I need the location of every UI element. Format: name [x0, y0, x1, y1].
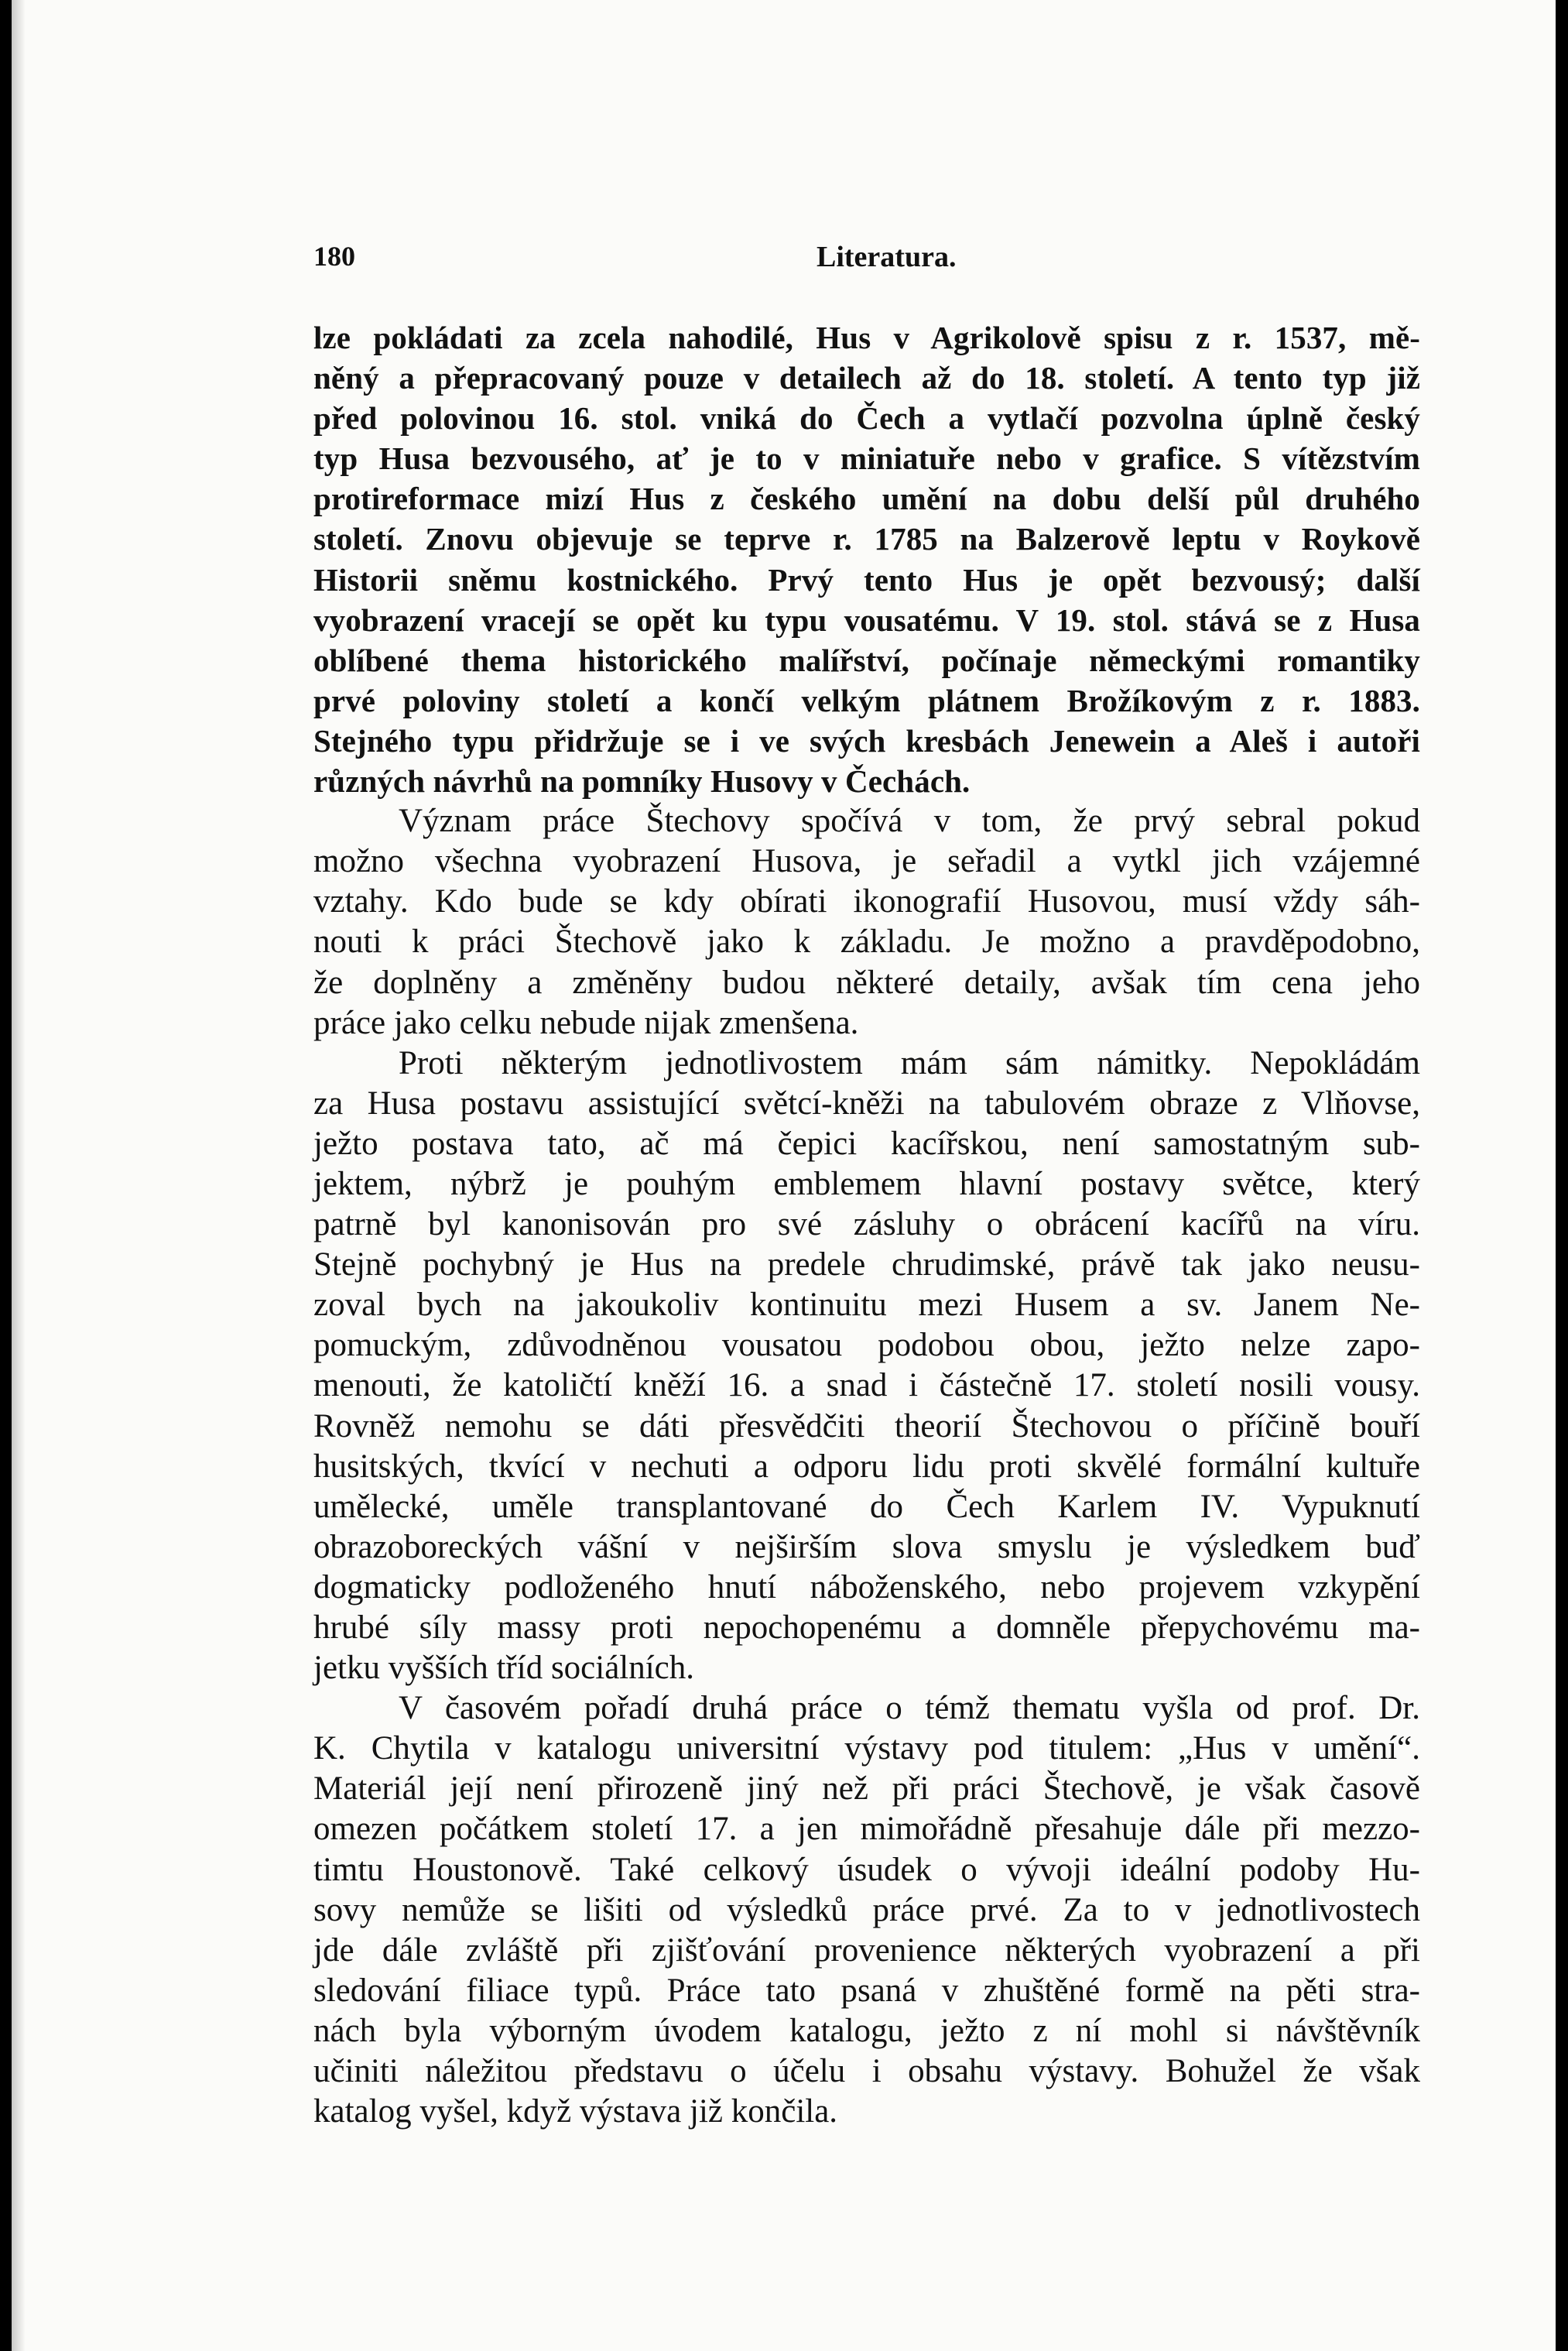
text-line: oblíbené thema historického malířství, počínaje německými romantiky: [313, 642, 1420, 678]
text-line: hrubé síly massy proti nepochopenému a domněle přepychovému ma-: [313, 1609, 1420, 1646]
running-title: Literatura.: [817, 241, 957, 273]
text-line: lze pokládati za zcela nahodilé, Hus v Agrikolově spisu z r. 1537, mě-: [313, 320, 1420, 355]
text-line: obrazoboreckých vášní v nejširším slova smyslu je výsledkem buď: [313, 1528, 1420, 1565]
text-line: nách byla výborným úvodem katalogu, ježto z ní mohl si návštěvník: [313, 2012, 1420, 2049]
text-line: umělecké, uměle transplantované do Čech Karlem IV. Vypuknutí: [313, 1488, 1420, 1525]
text-line: ježto postava tato, ač má čepici kacířskou, není samostatným sub-: [313, 1125, 1420, 1162]
text-line: vyobrazení vracejí se opět ku typu vousatému. V 19. stol. stává se z Husa: [313, 601, 1420, 638]
text-line: že doplněny a změněny budou některé detaily, avšak tím cena jeho: [313, 964, 1420, 1001]
text-line: učiniti náležitou představu o účelu i obsahu výstavy. Bohužel že však: [313, 2053, 1420, 2090]
text-line: patrně byl kanonisován pro své zásluhy o obrácení kacířů na víru.: [313, 1206, 1420, 1243]
text-line: protireformace mizí Hus z českého umění na dobu delší půl druhého: [313, 481, 1420, 517]
text-line: Význam práce Štechovy spočívá v tom, že prvý sebral pokud: [399, 803, 1420, 840]
text-line: menouti, že katoličtí kněží 16. a snad i částečně 17. století nosili vousy.: [313, 1367, 1420, 1404]
paragraph: [313, 1688, 1420, 2132]
text-line: prvé poloviny století a končí velkým plátnem Brožíkovým z r. 1883.: [313, 682, 1420, 718]
paragraph: [313, 1044, 1420, 1689]
text-line: omezen počátkem století 17. a jen mimořádně přesahuje dále při mezzo-: [313, 1811, 1420, 1848]
text-line: typ Husa bezvousého, ať je to v miniatuře nebo v grafice. S vítězstvím: [313, 440, 1420, 477]
text-line: Materiál její není přirozeně jiný než při práci Štechově, je však časově: [313, 1770, 1420, 1808]
text-line: Historii sněmu kostnického. Prvý tento Hus je opět bezvousý; další: [313, 561, 1420, 598]
text-line: Proti některým jednotlivostem mám sám námitky. Nepokládám: [399, 1044, 1420, 1081]
text-line: K. Chytila v katalogu universitní výstavy pod titulem: „Hus v umění“.: [313, 1730, 1420, 1767]
text-line: Rovněž nemohu se dáti přesvědčiti theorií Štechovou o příčině bouří: [313, 1407, 1420, 1445]
text-line: katalog vyšel, když výstava již končila.: [313, 2093, 838, 2130]
text-line: Stejného typu přidržuje se i ve svých kresbách Jenewein a Aleš i autoři: [313, 722, 1420, 759]
text-line: sovy nemůže se lišiti od výsledků práce prvé. Za to v jednotlivostech: [313, 1891, 1420, 1928]
page-number: 180: [313, 241, 355, 272]
running-head: [313, 240, 1420, 286]
text-line: nouti k práci Štechově jako k základu. Je možno a pravděpodobno,: [313, 924, 1420, 961]
text-line: pomuckým, zdůvodněnou vousatou podobou obou, ježto nelze zapo-: [313, 1327, 1420, 1364]
text-line: možno všechna vyobrazení Husova, je seřadil a vytkl jich vzájemné: [313, 843, 1420, 880]
text-line: jektem, nýbrž je pouhým emblemem hlavní postavy světce, který: [313, 1165, 1420, 1202]
paragraph: [313, 801, 1420, 1044]
text-line: různých návrhů na pomníky Husovy v Čechách.: [313, 763, 971, 800]
text-line: zoval bych na jakoukoliv kontinuitu mezi Husem a sv. Janem Ne-: [313, 1287, 1420, 1324]
text-line: jetku vyšších tříd sociálních.: [313, 1650, 695, 1687]
text-line: století. Znovu objevuje se teprve r. 1785 na Balzerově leptu v Roykově: [313, 521, 1420, 557]
text-line: sledování filiace typů. Práce tato psaná v zhuštěné formě na pěti stra-: [313, 1972, 1420, 2009]
text-line: před polovinou 16. stol. vniká do Čech a vytlačí pozvolna úplně český: [313, 400, 1420, 437]
paragraph: [313, 317, 1420, 801]
text-line: V časovém pořadí druhá práce o témž thematu vyšla od prof. Dr.: [399, 1690, 1420, 1727]
text-line: timtu Houstonově. Také celkový úsudek o vývoji ideální podoby Hu-: [313, 1851, 1420, 1888]
text-line: za Husa postavu assistující světcí-kněži na tabulovém obraze z Vlňovse,: [313, 1085, 1420, 1122]
book-page: [12, 0, 1556, 2351]
text-line: Stejně pochybný je Hus na predele chrudimské, právě tak jako neusu-: [313, 1246, 1420, 1283]
text-line: práce jako celku nebude nijak zmenšena.: [313, 1004, 859, 1041]
page-edge-shadow: [12, 0, 26, 2351]
text-line: dogmaticky podloženého hnutí náboženského, nebo projevem vzkypění: [313, 1568, 1420, 1606]
body-text: [313, 317, 1420, 2132]
text-line: něný a přepracovaný pouze v detailech až do 18. století. A tento typ již: [313, 360, 1420, 396]
text-line: jde dále zvláště při zjišťování provenience některých vyobrazení a při: [313, 1931, 1420, 1969]
text-line: vztahy. Kdo bude se kdy obírati ikonografií Husovou, musí vždy sáh-: [313, 883, 1420, 920]
text-line: husitských, tkvící v nechuti a odporu lidu proti skvělé formální kultuře: [313, 1448, 1420, 1485]
